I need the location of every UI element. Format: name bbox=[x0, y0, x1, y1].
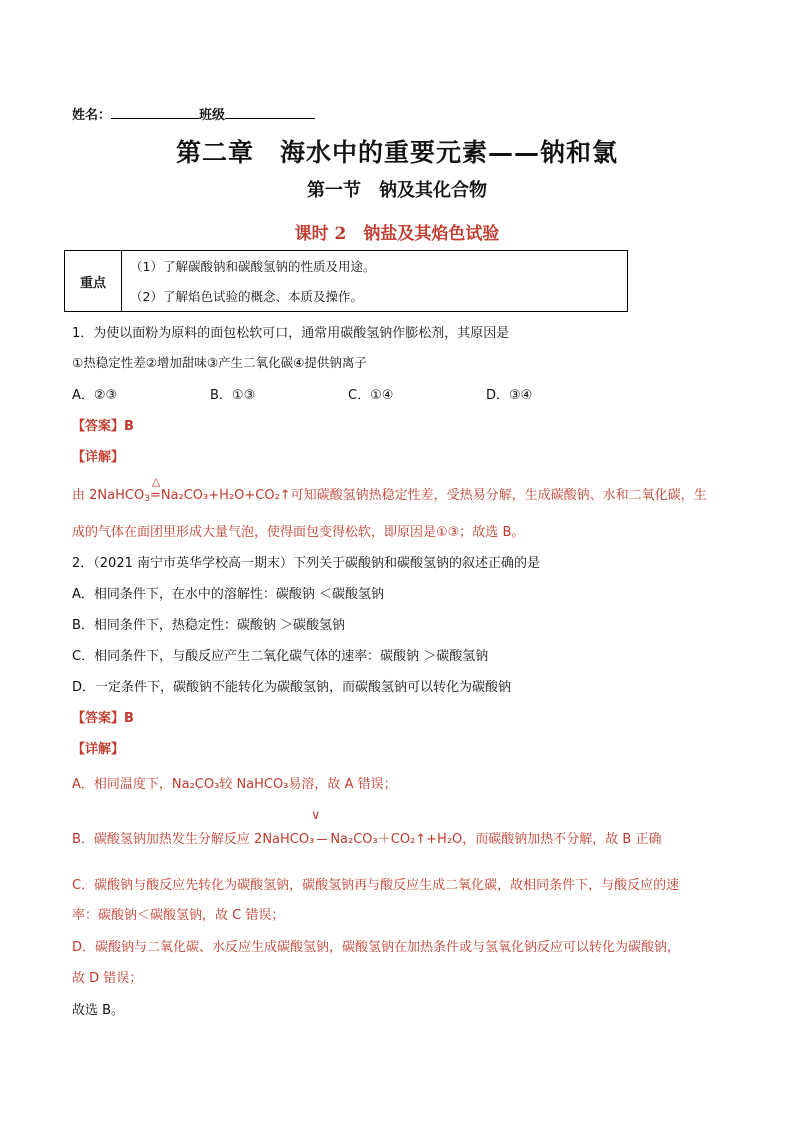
q2-detail-c2: 率：碳酸钠＜碳酸氢钠，故 C 错误； bbox=[72, 908, 285, 923]
q2-conclusion: 故选 B。 bbox=[72, 1003, 125, 1018]
key-point-item: （2）了解焰色试验的概念、本质及操作。 bbox=[130, 289, 363, 304]
q2-stem: 2．（2021 南宁市英华学校高一期末）下列关于碳酸钠和碳酸氢钠的叙述正确的是 bbox=[72, 556, 540, 571]
q1-eq-left: 由 2NaHCO bbox=[72, 488, 145, 503]
q2-option-c[interactable]: C．相同条件下，与酸反应产生二氧化碳气体的速率：碳酸钠 ＞碳酸氢钠 bbox=[72, 649, 489, 664]
q1-detail-line1 bbox=[72, 475, 707, 504]
q1-heat-sign: △ = bbox=[149, 475, 161, 503]
q2-detail-c1: C．碳酸钠与酸反应先转化为碳酸氢钠，碳酸氢钠再与酸反应生成二氧化碳，故相同条件下，与酸反应的速 bbox=[72, 878, 680, 893]
q1-detail-label: 【详解】 bbox=[72, 450, 125, 465]
q2-answer: 【答案】B bbox=[72, 711, 134, 726]
q2-option-b[interactable]: B．相同条件下，热稳定性：碳酸钠 ＞碳酸氢钠 bbox=[72, 618, 346, 633]
name-blank[interactable] bbox=[111, 106, 199, 119]
class-blank[interactable] bbox=[225, 106, 315, 119]
q2-detail-b-left: B．碳酸氢钠加热发生分解反应 2NaHCO₃ bbox=[72, 832, 315, 847]
chapter-title: 第二章 海水中的重要元素——钠和氯 bbox=[175, 138, 618, 167]
key-points-label: 重点 bbox=[65, 251, 122, 311]
q2-detail-b-right: Na₂CO₃＋CO₂↑+H₂O，而碳酸钠加热不分解，故 B 正确 bbox=[330, 832, 662, 847]
q1-eq-sub: 3 bbox=[144, 494, 150, 504]
q2-detail-d1: D．碳酸钠与二氧化碳、水反应生成碳酸氢钠，碳酸氢钠在加热条件或与氢氧化钠反应可以转化为碳酸钠， bbox=[72, 940, 681, 955]
lesson-title: 课时 2 钠盐及其焰色试验 bbox=[294, 224, 500, 244]
q2-option-d[interactable]: D．一定条件下，碳酸钠不能转化为碳酸氢钠，而碳酸氢钠可以转化为碳酸钠 bbox=[72, 680, 512, 695]
section-title: 第一节 钠及其化合物 bbox=[307, 180, 487, 201]
q2-heat-condition: ∨ bbox=[311, 808, 321, 823]
name-label: 姓名： bbox=[72, 108, 112, 123]
q2-detail-a: A．相同温度下，Na₂CO₃较 NaHCO₃易溶，故 A 错误； bbox=[72, 777, 397, 792]
q1-option-c[interactable]: C．①④ bbox=[348, 388, 394, 403]
q1-eq-right: Na₂CO₃+H₂O+CO₂↑可知碳酸氢钠热稳定性差，受热易分解，生成碳酸钠、水和二氧化碳，生 bbox=[160, 488, 707, 503]
q2-detail-d2: 故 D 错误； bbox=[72, 971, 143, 986]
q2-detail-b bbox=[72, 828, 661, 847]
q1-options bbox=[72, 384, 624, 403]
q1-option-d[interactable]: D．③④ bbox=[486, 388, 533, 403]
key-points-box bbox=[64, 250, 628, 312]
class-label: 班级 bbox=[199, 108, 226, 123]
name-class-line bbox=[72, 104, 315, 123]
delta-icon: △ bbox=[151, 475, 161, 488]
q1-choices: ①热稳定性差②增加甜味③产生二氧化碳④提供钠离子 bbox=[72, 355, 367, 370]
key-points-list bbox=[122, 251, 627, 311]
q1-answer: 【答案】B bbox=[72, 419, 134, 434]
q1-stem: 1．为使以面粉为原料的面包松软可口，通常用碳酸氢钠作膨松剂，其原因是 bbox=[72, 326, 510, 341]
q1-option-b[interactable]: B．①③ bbox=[210, 388, 256, 403]
q2-option-a[interactable]: A．相同条件下，在水中的溶解性：碳酸钠 ＜碳酸氢钠 bbox=[72, 587, 385, 602]
q1-detail-line2: 成的气体在面团里形成大量气泡，使得面包变得松软，即原因是①③；故选 B。 bbox=[72, 525, 525, 540]
q2-detail-label: 【详解】 bbox=[72, 742, 125, 757]
key-point-item: （1）了解碳酸钠和碳酸氢钠的性质及用途。 bbox=[130, 259, 376, 274]
q1-option-a[interactable]: A．②③ bbox=[72, 388, 118, 403]
